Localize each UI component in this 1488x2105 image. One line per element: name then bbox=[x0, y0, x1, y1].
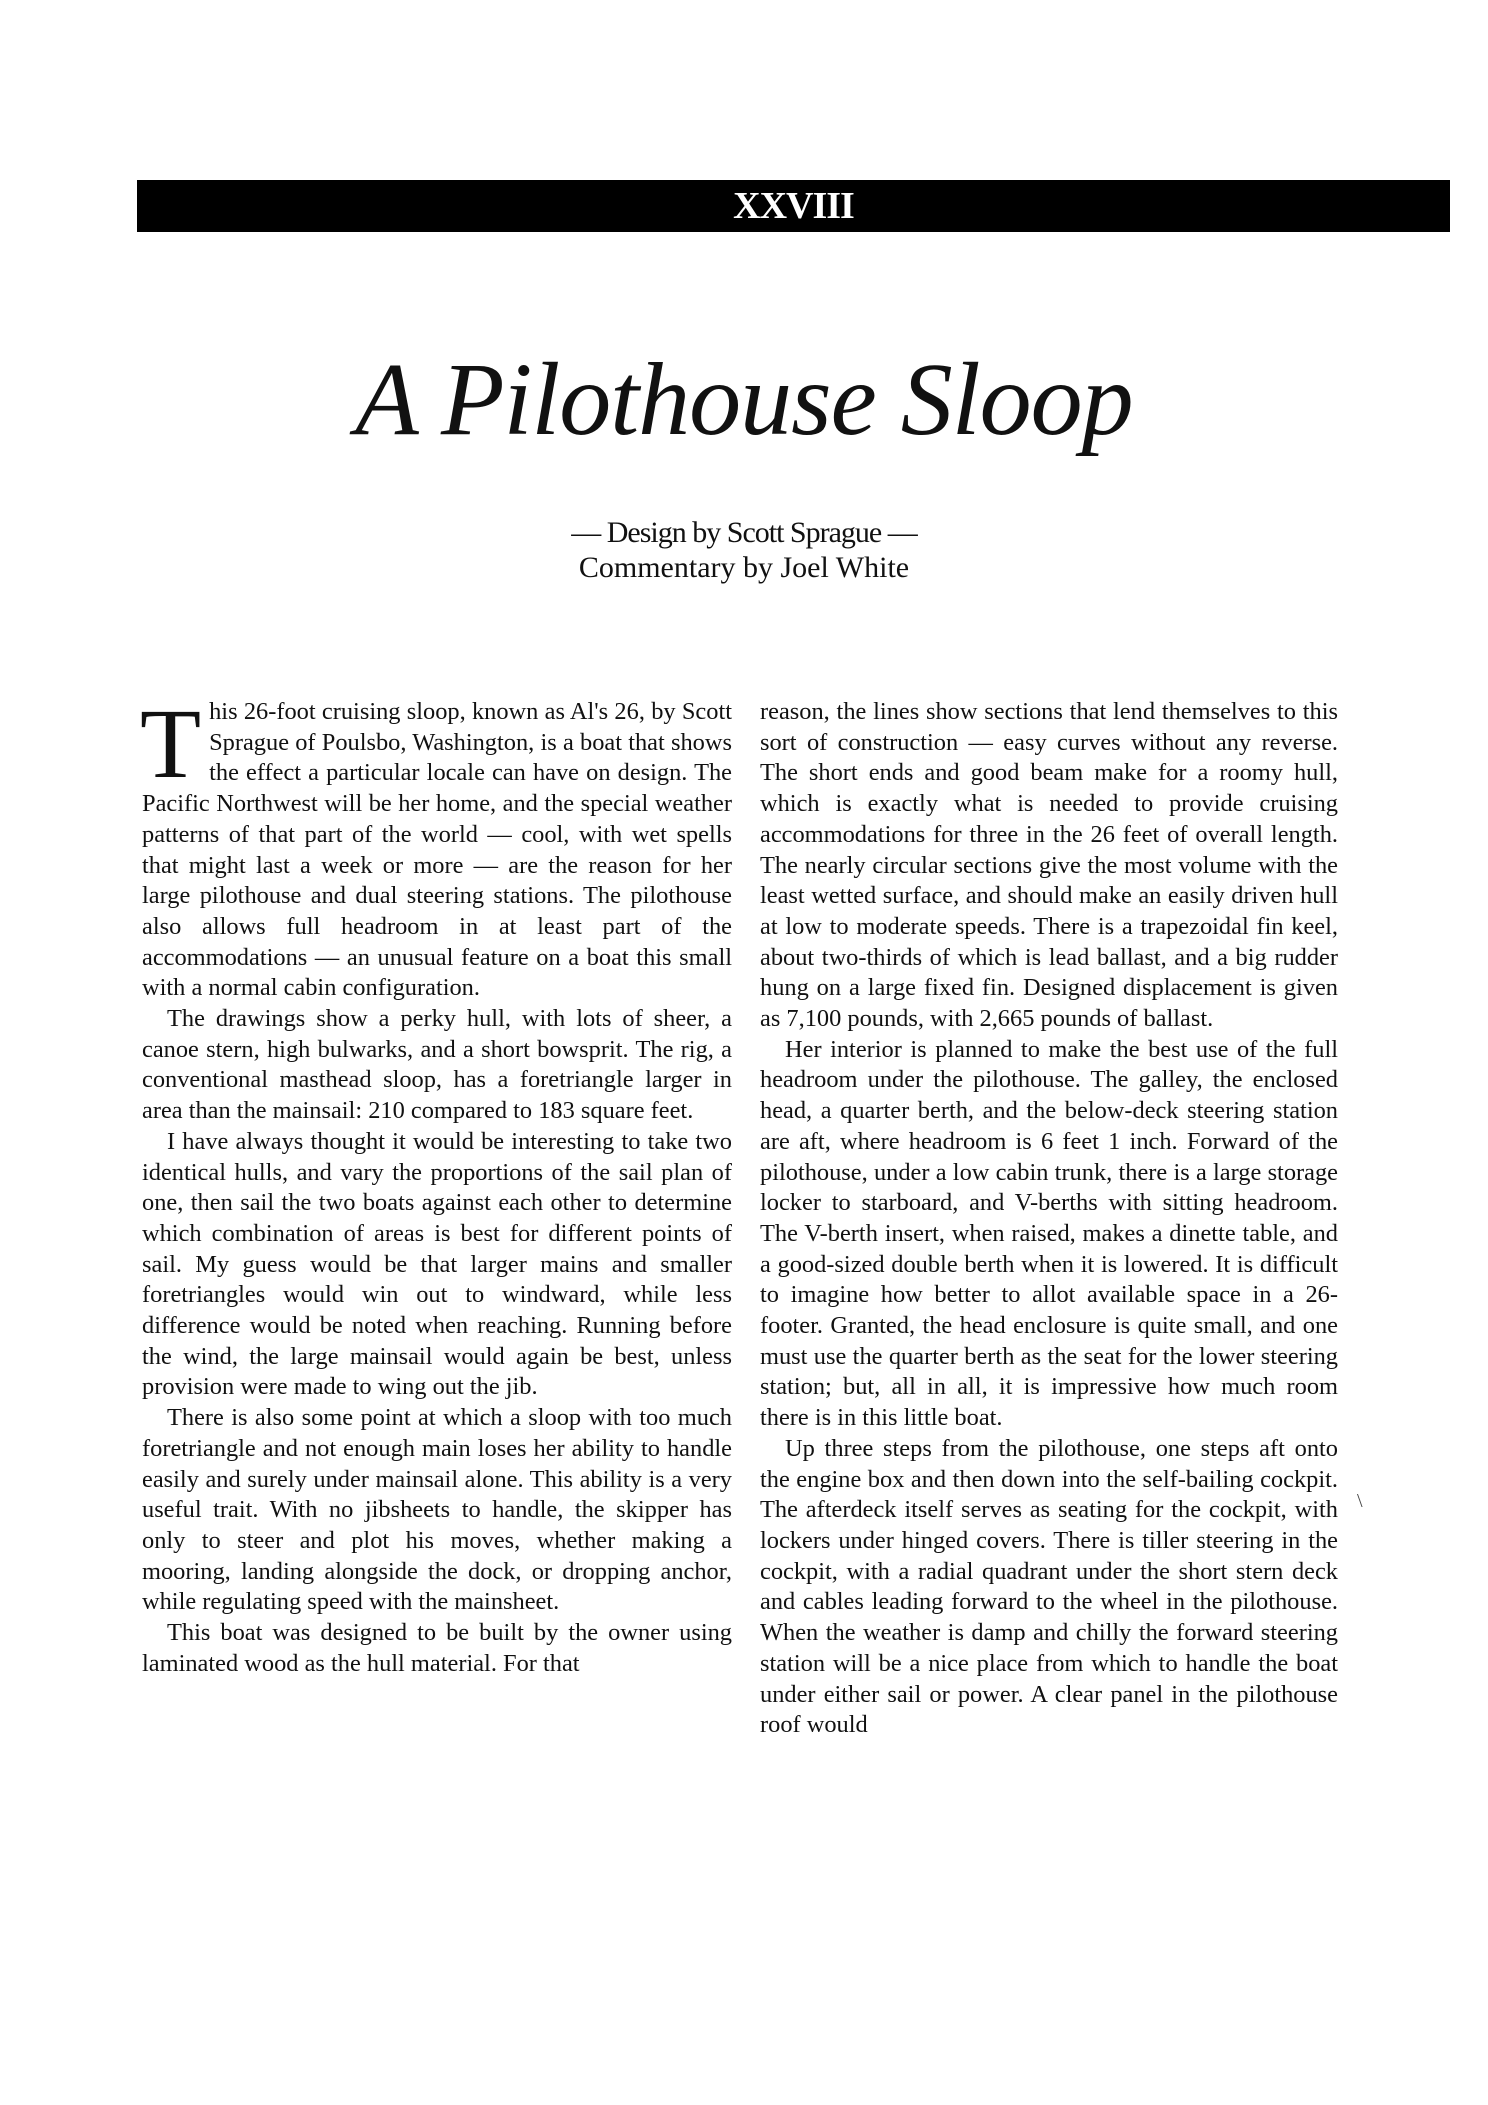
paragraph: This boat was designed to be built by the owner using laminated wood as the hull material. For that bbox=[142, 1619, 732, 1677]
left-text-column bbox=[140, 688, 732, 1680]
paragraph-text: his 26-foot cruising sloop, known as Al's 26, by Scott Sprague of Poulsbo, Washington, is a boat that shows the effect a particular locale can have on design. The Pacific Northwest will be her home, and the special weather patterns of that part of the world — cool, with wet spells that might last a week or more — are the reason for her large pilothouse and dual steering stations. The pilothouse also allows full headroom in at least part of the accommodations — an unusual feature on a boat this small with a normal cabin configuration. bbox=[142, 698, 732, 1002]
right-text-column bbox=[760, 697, 1338, 1741]
chapter-number-bar bbox=[137, 180, 1450, 232]
commentary-credit: Commentary by Joel White bbox=[578, 551, 910, 584]
paragraph bbox=[140, 688, 732, 1004]
paragraph: There is also some point at which a sloop with too much foretriangle and not enough main loses her ability to handle easily and surely under mainsail alone. This ability is a very useful trait. With no jibsheets to handle, the skipper has only to steer and plot his moves, whether making a mooring, landing alongside the dock, or dropping anchor, while regulating speed with the mainsheet. bbox=[142, 1404, 732, 1616]
margin-mark: \ bbox=[1357, 1490, 1363, 1512]
chapter-title: A Pilothouse Sloop bbox=[355, 342, 1133, 457]
paragraph: I have always thought it would be interesting to take two identical hulls, and vary the proportions of the sail plan of one, then sail the two boats against each other to determine which combination of areas is best for different points of sail. My guess would be that larger mains and smaller foretriangles would win out to windward, while less difference would be noted when reaching. Running before the wind, the large mainsail would again be best, unless provision were made to wing out the jib. bbox=[142, 1127, 732, 1401]
paragraph: Up three steps from the pilothouse, one steps aft onto the engine box and then down into the self-bailing cockpit. The afterdeck itself serves as seating for the cockpit, with lockers under hinged covers. There is tiller steering in the cockpit, with a radial quadrant under the short stern deck and cables leading forward to the wheel in the pilothouse. When the weather is damp and chilly the forward steering station will be a nice place from which to handle the boat under either sail or power. A clear panel in the pilothouse roof would bbox=[760, 1434, 1338, 1739]
chapter-number: XXVIII bbox=[733, 185, 854, 227]
drop-cap: T bbox=[140, 688, 202, 799]
design-credit: — Design by Scott Sprague — bbox=[571, 516, 917, 549]
paragraph: Her interior is planned to make the best use of the full headroom under the pilothouse. The galley, the enclosed head, a quarter berth, and the below-deck steering station are aft, where headroom is 6 feet 1 inch. Forward of the pilothouse, under a low cabin trunk, there is a large storage locker to starboard, and V-berths with sitting headroom. The V-berth insert, when raised, makes a dinette table, and a good-sized double berth when it is lowered. It is difficult to imagine how better to allot available space in a 26-footer. Granted, the head enclosure is quite small, and one must use the quarter berth as the seat for the lower steering station; but, all in all, it is impressive how much room there is in this little boat. bbox=[760, 1035, 1338, 1432]
paragraph: The drawings show a perky hull, with lots of sheer, a canoe stern, high bulwarks, and a short bowsprit. The rig, a conventional masthead sloop, has a foretriangle larger in area than the mainsail: 210 compared to 183 square feet. bbox=[142, 1005, 732, 1125]
paragraph: reason, the lines show sections that lend themselves to this sort of construction — easy curves without any reverse. The short ends and good beam make for a roomy hull, which is exactly what is needed to provide cruising accommodations for three in the 26 feet of overall length. The nearly circular sections give the most volume with the least wetted surface, and should make an easily driven hull at low to moderate speeds. There is a trapezoidal fin keel, about two-thirds of which is lead ballast, and a big rudder hung on a large fixed fin. Designed displacement is given as 7,100 pounds, with 2,665 pounds of ballast. bbox=[760, 698, 1338, 1033]
